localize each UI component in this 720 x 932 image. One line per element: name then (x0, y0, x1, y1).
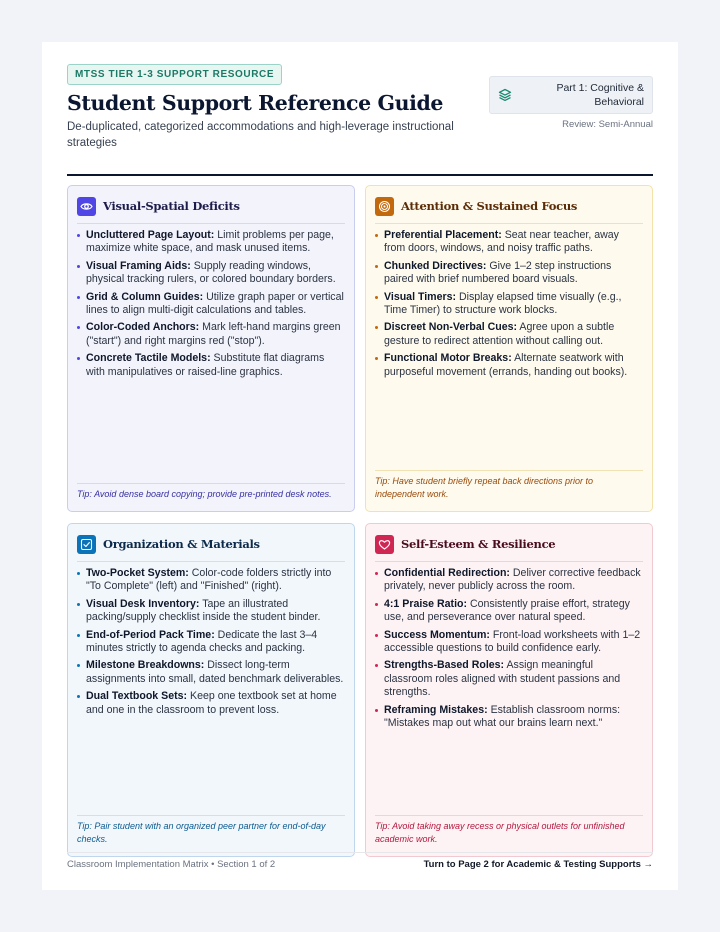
list-item (375, 352, 643, 379)
footer-section-label: Classroom Implementation Matrix • Section 1 of 2 (67, 859, 276, 870)
page-header (67, 64, 653, 174)
eye-icon (77, 197, 96, 216)
item-term: Concrete Tactile Models: (86, 352, 211, 365)
card-visual-spatial (67, 185, 355, 512)
reference-page (42, 42, 678, 890)
list-item (77, 567, 345, 594)
list-item (77, 291, 345, 318)
item-text: Dissect long-term assignments into small, dated benchmark deliverables. (86, 659, 344, 685)
list-item (77, 629, 345, 656)
page-title: Student Support Reference Guide (67, 91, 444, 115)
list-item (77, 659, 345, 686)
item-term: Color-Coded Anchors: (86, 321, 200, 334)
review-schedule: Review: Semi-Annual (562, 119, 653, 130)
list-item (77, 229, 345, 256)
card-title: Self-Esteem & Resilience (401, 537, 556, 551)
list-item (77, 321, 345, 348)
list-item (77, 690, 345, 717)
card-attention-focus (365, 185, 653, 512)
item-term: Visual Timers: (384, 290, 457, 303)
part-indicator (489, 76, 653, 114)
item-text: Tape an illustrated packing/supply checklist inside the student binder. (86, 597, 321, 624)
target-icon (375, 197, 394, 216)
page-footer (67, 852, 653, 870)
strategy-list (77, 229, 345, 379)
strategy-list (77, 567, 345, 717)
item-text: Substitute flat diagrams with manipulatives or raised-line graphics. (86, 352, 325, 378)
item-term: Milestone Breakdowns: (86, 659, 205, 672)
list-item (375, 598, 643, 625)
item-text: Supply reading windows, physical tracking rulers, or colored boundary borders. (86, 259, 336, 286)
page-subtitle: De-duplicated, categorized accommodations and high-leverage instructional strategies (67, 121, 454, 149)
item-text: Consistently praise effort, strategy use, and perseverance over natural speed. (384, 597, 630, 624)
layers-icon (498, 88, 512, 102)
item-text: Give 1–2 step instructions paired with brief numbered board visuals. (384, 259, 612, 286)
item-term: Visual Framing Aids: (86, 259, 191, 272)
card-tip: Tip: Avoid taking away recess or physical outlets for unfinished academic work. (375, 815, 643, 846)
checkbox-icon (77, 535, 96, 554)
item-text: Establish classroom norms: "Mistakes map out what our brains learn next." (384, 703, 621, 730)
list-item (375, 229, 643, 256)
card-tip: Tip: Pair student with an organized peer partner for end-of-day checks. (77, 815, 345, 846)
item-term: Chunked Directives: (384, 259, 487, 272)
item-term: Grid & Column Guides: (86, 290, 204, 303)
resource-badge: MTSS TIER 1-3 SUPPORT RESOURCE (67, 64, 282, 85)
item-term: Uncluttered Page Layout: (86, 229, 215, 241)
strategy-list (375, 567, 643, 730)
list-item (375, 659, 643, 699)
item-term: End-of-Period Pack Time: (86, 628, 215, 641)
heart-icon (375, 535, 394, 554)
list-item (375, 704, 643, 731)
item-term: Strengths-Based Roles: (384, 659, 505, 672)
item-text: Dedicate the last 3–4 minutes strictly to agenda checks and packing. (86, 628, 318, 655)
card-header (77, 533, 345, 555)
item-text: Seat near teacher, away from doors, windows, and noisy traffic paths. (384, 229, 619, 255)
card-title: Attention & Sustained Focus (401, 199, 578, 213)
item-text: Assign meaningful classroom roles aligned with student passions and strengths. (384, 659, 621, 699)
list-item (77, 260, 345, 287)
item-term: 4:1 Praise Ratio: (384, 597, 468, 610)
card-divider (375, 561, 643, 562)
card-divider (77, 223, 345, 224)
card-tip: Tip: Avoid dense board copying; provide pre-printed desk notes. (77, 483, 345, 501)
strategy-list (375, 229, 643, 379)
card-title: Visual-Spatial Deficits (103, 199, 240, 213)
list-item (375, 321, 643, 348)
card-title: Organization & Materials (103, 537, 260, 551)
list-item (375, 291, 643, 318)
card-tip: Tip: Have student briefly repeat back directions prior to independent work. (375, 470, 643, 501)
item-text: Agree upon a subtle gesture to redirect attention without calling out. (384, 321, 615, 347)
item-term: Dual Textbook Sets: (86, 690, 188, 703)
item-term: Preferential Placement: (384, 229, 502, 241)
header-divider (67, 174, 653, 176)
list-item (375, 260, 643, 287)
part-label: Part 1: Cognitive & Behavioral (556, 82, 644, 108)
item-text: Alternate seatwork with purposeful movement (errands, handing out books). (384, 352, 628, 378)
item-term: Visual Desk Inventory: (86, 597, 200, 610)
card-self-esteem (365, 523, 653, 857)
item-text: Mark left-hand margins green ("start") and right margins red ("stop"). (86, 321, 341, 347)
item-text: Deliver corrective feedback privately, never publicly across the room. (384, 567, 641, 593)
list-item (77, 598, 345, 625)
card-organization-materials (67, 523, 355, 857)
item-term: Discreet Non-Verbal Cues: (384, 321, 518, 334)
item-text: Display elapsed time visually (e.g., Time Timer) to structure work blocks. (384, 290, 622, 317)
list-item (77, 352, 345, 379)
list-item (375, 629, 643, 656)
item-text: Limit problems per page, maximize white space, and mask unused items. (86, 229, 334, 255)
item-text: Color-code folders strictly into "To Complete" (left) and "Finished" (right). (86, 567, 332, 593)
item-term: Success Momentum: (384, 628, 490, 641)
item-text: Utilize graph paper or vertical lines to align multi-digit calculations and tables. (86, 290, 344, 317)
card-header (375, 195, 643, 217)
card-divider (77, 561, 345, 562)
card-divider (375, 223, 643, 224)
next-page-link[interactable]: Turn to Page 2 for Academic & Testing Supports → (423, 859, 653, 870)
item-text: Front-load worksheets with 1–2 accessible questions to build confidence early. (384, 628, 641, 655)
item-term: Confidential Redirection: (384, 567, 510, 579)
item-text: Keep one textbook set at home and one in the classroom to prevent loss. (86, 690, 337, 716)
item-term: Two-Pocket System: (86, 567, 189, 579)
list-item (375, 567, 643, 594)
item-term: Functional Motor Breaks: (384, 352, 512, 365)
card-header (77, 195, 345, 217)
card-header (375, 533, 643, 555)
item-term: Reframing Mistakes: (384, 703, 488, 716)
